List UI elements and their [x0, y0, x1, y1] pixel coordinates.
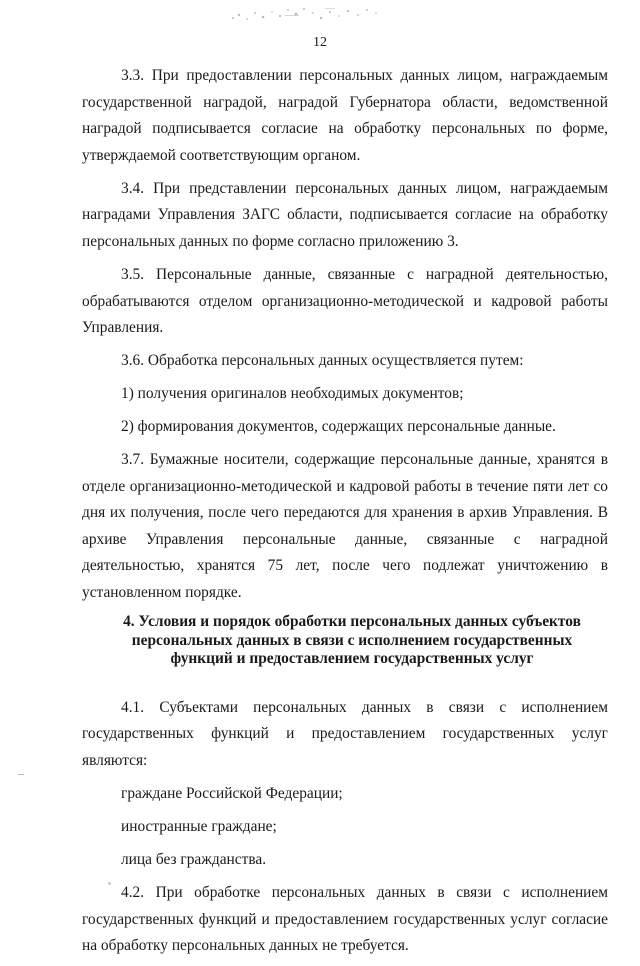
paragraph-3-3: 3.3. При предоставлении персональных данных лицом, награждаемым государственной наградой, наградой Губернатора области, ведомственной наградой подписывается согласие на обработку персональных по форме, утверждаемой соответствующим органом. [82, 67, 608, 164]
paragraph-3-7: 3.7. Бумажные носители, содержащие персональные данные, хранятся в отделе организационно-методической и кадровой работы в течение пяти лет со дня их получения, после чего передаются для хранения в архив Управления. В архиве Управления персональные данные, связанные с наградной деятельностью, хранятся 75 лет, после чего подлежат уничтожению в установленном порядке. [82, 451, 608, 602]
list-item-3-6-1: 1) получения оригиналов необходимых документов; [121, 385, 464, 403]
document-body [82, 63, 608, 966]
paragraph-3-6: 3.6. Обработка персональных данных осуществляется путем: [121, 352, 524, 370]
section-4-heading: 4. Условия и порядок обработки персональных данных субъектов персональных данных в связи с исполнением государственных функций и предоставлением государственных услуг [123, 613, 581, 668]
paragraph-3-4: 3.4. При представлении персональных данных лицом, награждаемым наградами Управления ЗАГС области, подписывается согласие на обработку персональных данных по форме согласно приложению 3. [82, 179, 608, 250]
paragraph-4-1: 4.1. Субъектами персональных данных в связи с исполнением государственных функций и предоставлением государственных услуг являются: [82, 698, 608, 769]
page-number: 12 [313, 35, 327, 50]
list-item-4-1-3: лица без гражданства. [121, 850, 267, 868]
list-item-3-6-2: 2) формирования документов, содержащих персональные данные. [121, 418, 556, 436]
paragraph-4-2: 4.2. При обработке персональных данных в связи с исполнением государственных функций и предоставлением государственных услуг согласие на обработку персональных данных не требуется. [82, 883, 608, 955]
scan-artifact [225, 4, 385, 26]
paragraph-3-5: 3.5. Персональные данные, связанные с наградной деятельностью, обрабатываются отделом организационно-методической и кадровой работы Управления. [82, 265, 608, 337]
list-item-4-1-1: граждане Российской Федерации; [121, 784, 343, 802]
margin-mark [18, 774, 24, 775]
scan-dot [108, 882, 111, 885]
list-item-4-1-2: иностранные граждане; [121, 817, 277, 835]
